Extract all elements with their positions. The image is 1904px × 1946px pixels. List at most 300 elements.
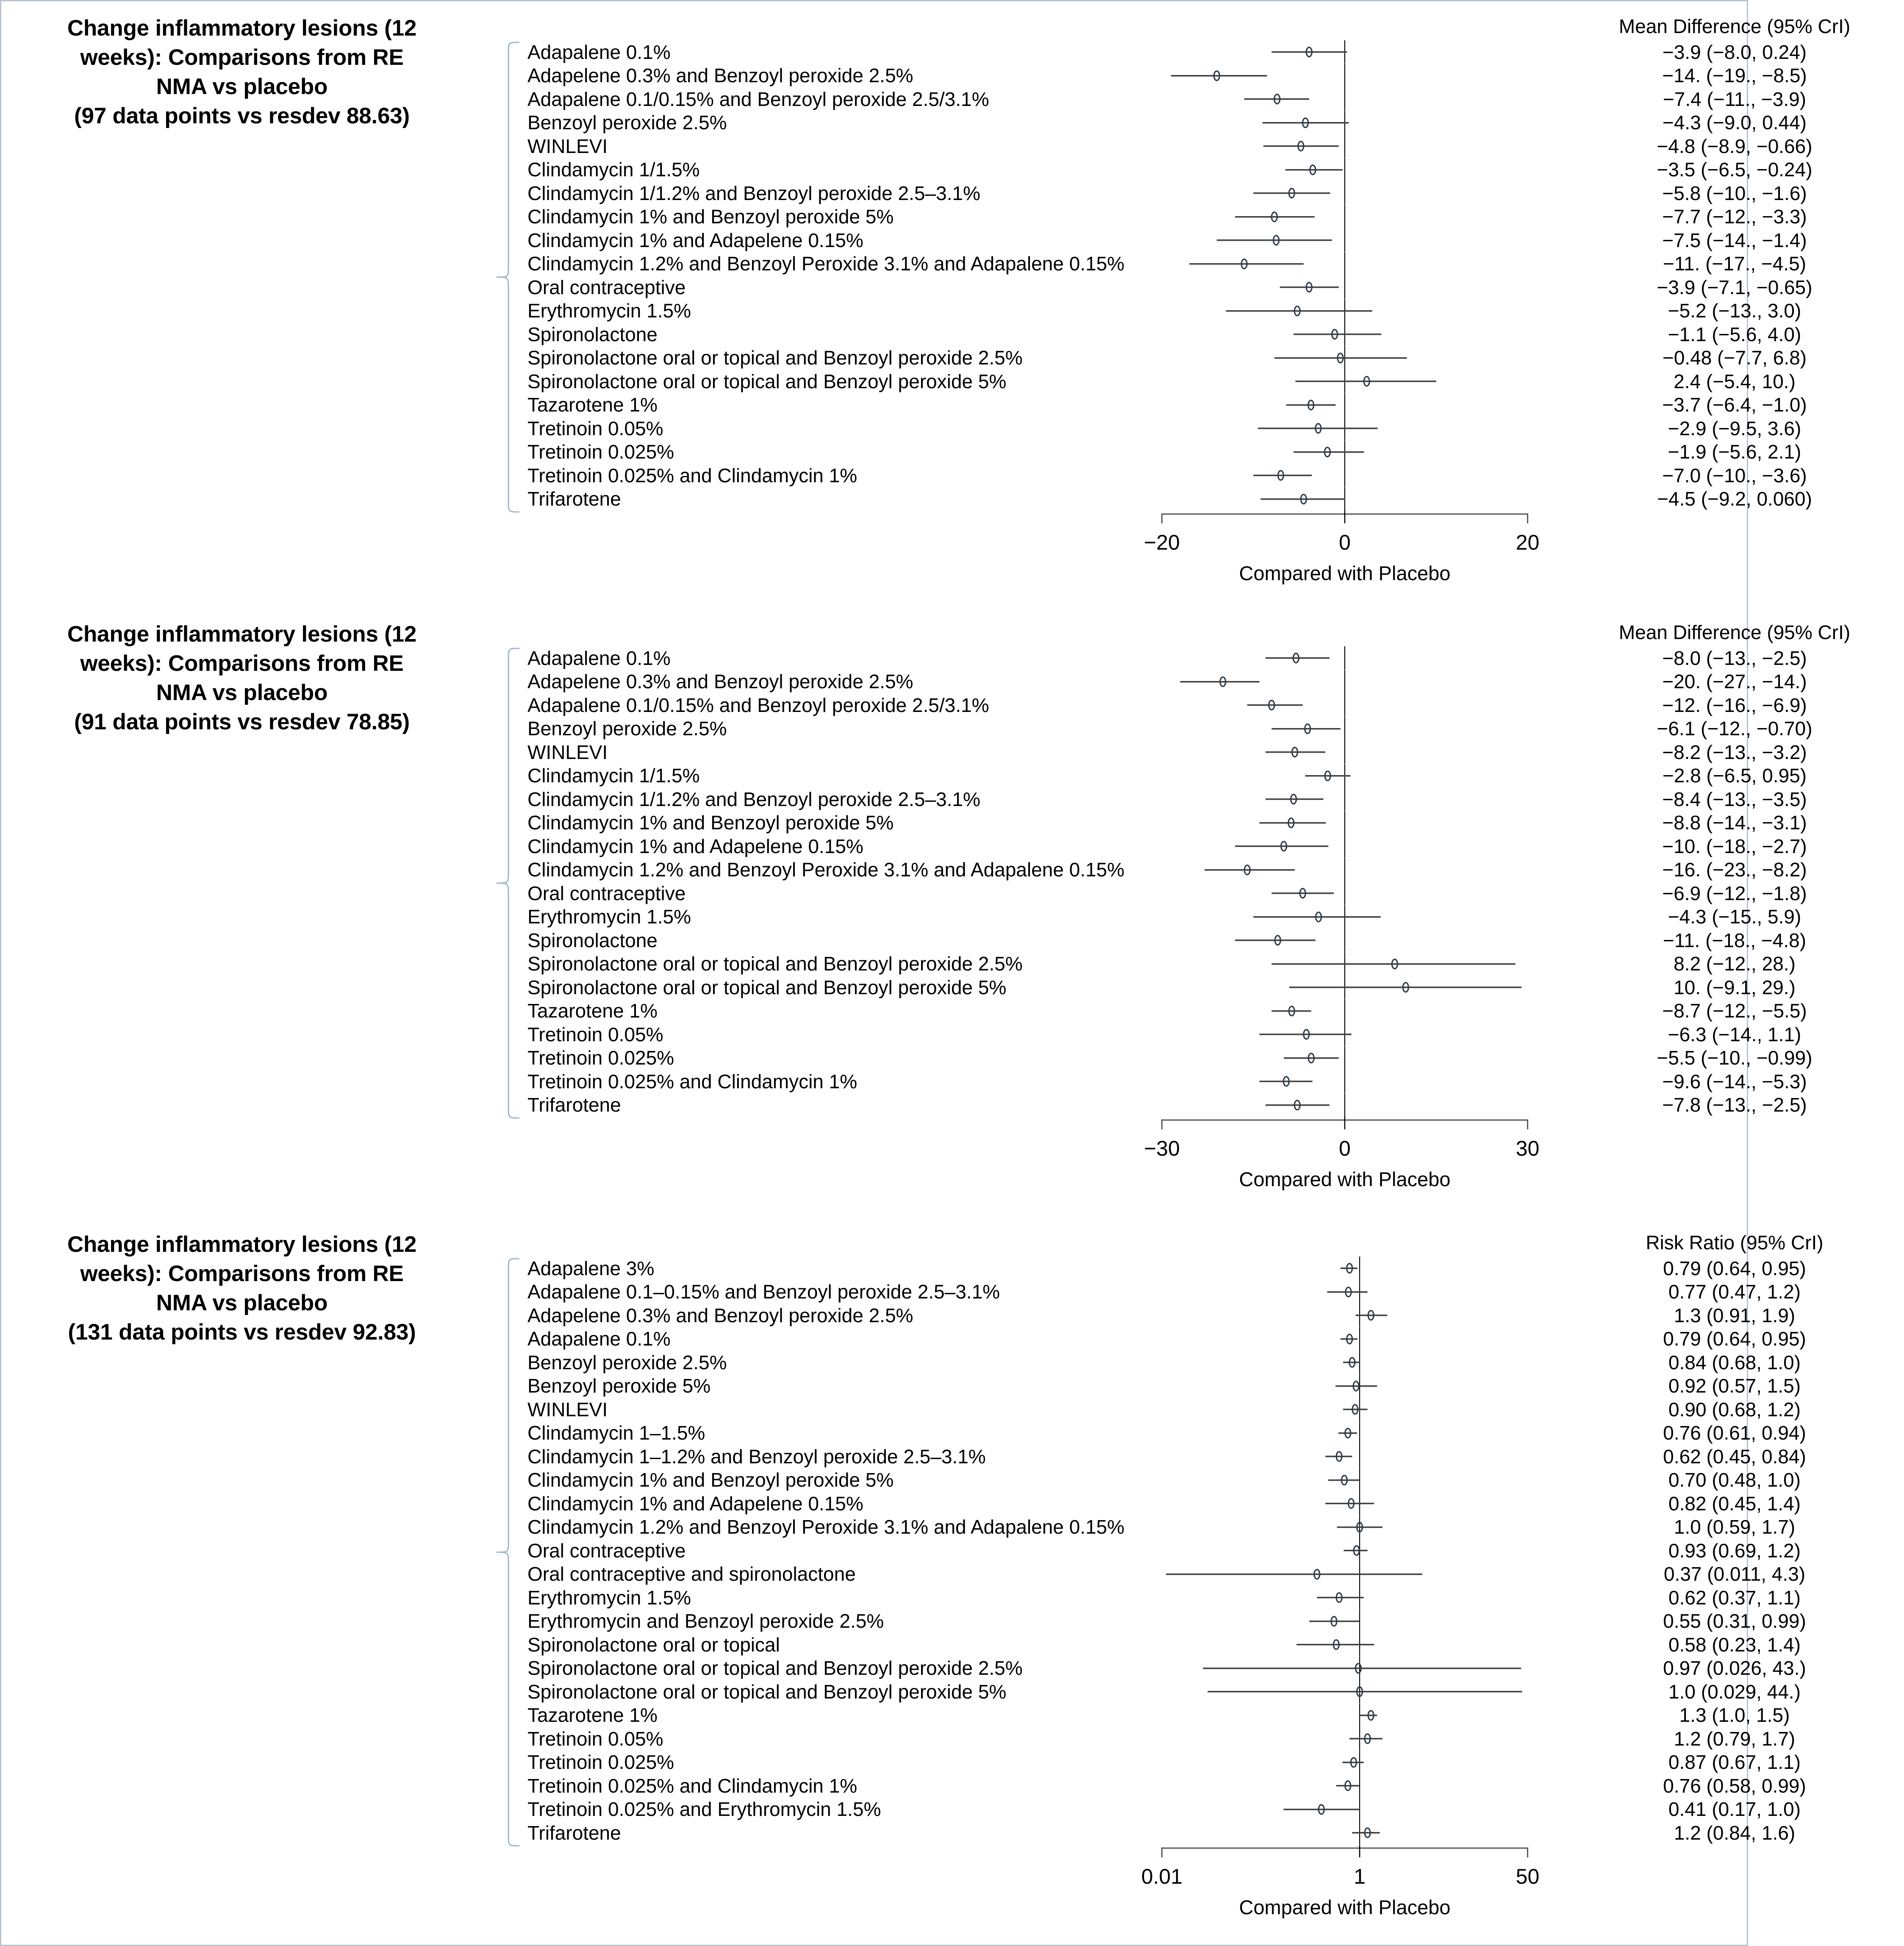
effect-value-label: 0.37 (0.011, 4.3): [1663, 1563, 1806, 1585]
panel-caption-line: Change inflammatory lesions (12: [67, 16, 417, 41]
forest-marker-group: [1124, 487, 1565, 511]
table-row: [522, 740, 1904, 764]
table-row: [522, 275, 1904, 299]
forest-marker-group: [1124, 417, 1565, 440]
treatment-label: Adapalene 0.1/0.15% and Benzoyl peroxide 2.5/3.1%: [527, 694, 989, 716]
axis-holder: [1124, 1117, 1565, 1189]
forest-row-plot: [1124, 111, 1565, 135]
forest-marker-group: [1124, 1398, 1565, 1421]
forest-marker-group: [1124, 1070, 1565, 1093]
forest-marker-group: [1124, 1586, 1565, 1610]
forest-marker-group: [1124, 111, 1565, 135]
table-row: [522, 881, 1904, 905]
forest-row-plot: [1124, 1633, 1565, 1657]
x-axis: [1124, 511, 1565, 562]
treatment-label: Spironolactone oral or topical and Benzoyl peroxide 2.5%: [527, 1657, 1023, 1679]
axis-line: [1162, 1848, 1527, 1857]
treatment-label: Clindamycin 1–1.2% and Benzoyl peroxide 2.5–3.1%: [527, 1445, 986, 1468]
table-row: [522, 1351, 1904, 1374]
effect-value-label: 0.76 (0.58, 0.99): [1663, 1774, 1806, 1797]
forest-marker-group: [1124, 1445, 1565, 1468]
forest-row-plot: [1124, 1492, 1565, 1515]
table-row: [522, 158, 1904, 182]
forest-row-plot: [1124, 1046, 1565, 1070]
forest-marker-group: [1124, 228, 1565, 252]
forest-marker-group: [1124, 787, 1565, 811]
forest-row-plot: [1124, 1468, 1565, 1492]
effect-value-label: −8.8 (−14., −3.1): [1662, 812, 1807, 834]
table-row: [522, 670, 1904, 694]
table-row: [522, 228, 1904, 252]
effect-value-label: −2.8 (−6.5, 0.95): [1662, 764, 1807, 787]
table-row: [522, 440, 1904, 464]
effect-value-label: 0.79 (0.64, 0.95): [1663, 1328, 1806, 1350]
table-row: [522, 1586, 1904, 1610]
axis-spacer: [522, 1117, 1124, 1189]
axis-tick-label: 1: [1354, 1864, 1366, 1888]
effect-value-label: −4.8 (−8.9, −0.66): [1657, 135, 1812, 157]
forest-marker-group: [1124, 1351, 1565, 1374]
table-row: [522, 1374, 1904, 1398]
forest-row-plot: [1124, 1610, 1565, 1633]
axis-tick-label: 50: [1515, 1864, 1540, 1888]
effect-value-label: −6.9 (−12., −1.8): [1662, 882, 1807, 904]
forest-row-plot: [1124, 1562, 1565, 1586]
treatment-label: Spironolactone oral or topical and Benzoyl peroxide 5%: [527, 1680, 1007, 1703]
forest-row-plot: [1124, 905, 1565, 929]
forest-marker-group: [1124, 87, 1565, 111]
treatment-label: Benzoyl peroxide 5%: [527, 1375, 711, 1397]
panel-caption: [67, 1230, 416, 1347]
forest-row-plot: [1124, 275, 1565, 299]
forest-row-plot: [1124, 1704, 1565, 1727]
forest-row-plot: [1124, 1327, 1565, 1351]
table-row: [522, 1774, 1904, 1798]
forest-row-plot: [1124, 999, 1565, 1023]
effect-value-label: −11. (−17., −4.5): [1663, 253, 1807, 275]
treatment-label: Spironolactone: [527, 929, 658, 951]
treatment-label: Clindamycin 1% and Adapelene 0.15%: [527, 229, 863, 251]
treatment-label: Oral contraceptive and spironolactone: [527, 1563, 856, 1585]
effect-value-label: 1.3 (1.0, 1.5): [1679, 1704, 1790, 1726]
effect-value-label: 2.4 (−5.4, 10.): [1674, 370, 1796, 392]
treatment-label: Clindamycin 1% and Adapelene 0.15%: [527, 1492, 863, 1515]
effect-value-label: 0.55 (0.31, 0.99): [1663, 1610, 1806, 1632]
forest-marker-group: [1124, 464, 1565, 487]
panel-caption-line: weeks): Comparisons from RE: [80, 1261, 404, 1286]
axis-tick-label: 0.01: [1141, 1864, 1183, 1888]
panel-body: [522, 620, 1904, 1189]
forest-marker-group: [1124, 134, 1565, 158]
forest-row-plot: [1124, 181, 1565, 205]
table-row: [522, 1562, 1904, 1586]
forest-marker-group: [1124, 1093, 1565, 1117]
effect-value-label: 1.0 (0.59, 1.7): [1674, 1516, 1796, 1538]
forest-marker-group: [1124, 1727, 1565, 1751]
table-row: [522, 393, 1904, 417]
forest-row-plot: [1124, 1257, 1565, 1280]
axis-tail-spacer: [1565, 511, 1904, 583]
forest-marker-group: [1124, 1751, 1565, 1774]
treatment-label: Clindamycin 1/1.2% and Benzoyl peroxide 2.5–3.1%: [527, 182, 980, 204]
panel-caption-container: [1, 620, 493, 737]
forest-row-plot: [1124, 1093, 1565, 1117]
forest-marker-group: [1124, 834, 1565, 858]
forest-marker-group: [1124, 881, 1565, 905]
table-row: [522, 464, 1904, 487]
effect-value-label: 0.62 (0.45, 0.84): [1663, 1445, 1806, 1468]
forest-marker-group: [1124, 929, 1565, 952]
effect-value-label: 0.76 (0.61, 0.94): [1663, 1422, 1806, 1444]
panel-caption-line: (97 data points vs resdev 88.63): [74, 103, 410, 128]
panel-caption: [67, 14, 416, 131]
treatment-label: Spironolactone: [527, 323, 658, 345]
treatment-label: Erythromycin 1.5%: [527, 906, 691, 928]
forest-row-plot: [1124, 1070, 1565, 1093]
table-row: [522, 976, 1904, 999]
effect-value-label: −5.8 (−10., −1.6): [1662, 182, 1807, 204]
forest-marker-group: [1124, 693, 1565, 717]
forest-row-plot: [1124, 1657, 1565, 1680]
forest-row-plot: [1124, 1374, 1565, 1398]
forest-marker-group: [1124, 1774, 1565, 1798]
panel-caption-container: [1, 1230, 493, 1347]
treatment-label: Spironolactone oral or topical and Benzoyl peroxide 5%: [527, 976, 1007, 998]
table-row: [522, 346, 1904, 370]
forest-row-plot: [1124, 670, 1565, 694]
treatment-label: Oral contraceptive: [527, 882, 686, 904]
table-row: [522, 134, 1904, 158]
effect-value-label: −4.5 (−9.2, 0.060): [1657, 488, 1812, 510]
forest-marker-group: [1124, 393, 1565, 417]
panel-1: [1, 14, 1851, 607]
effect-value-label: 0.77 (0.47, 1.2): [1668, 1281, 1801, 1303]
forest-row-plot: [1124, 87, 1565, 111]
table-row: [522, 370, 1904, 393]
effect-value-label: −9.6 (−14., −5.3): [1662, 1070, 1807, 1093]
treatment-label: Tazarotene 1%: [527, 1000, 658, 1022]
forest-marker-group: [1124, 976, 1565, 999]
axis-caption: Compared with Placebo: [1239, 1896, 1451, 1918]
effect-value-label: −5.5 (−10., −0.99): [1657, 1047, 1812, 1069]
effect-value-label: −7.5 (−14., −1.4): [1662, 229, 1807, 251]
treatment-label: Clindamycin 1/1.2% and Benzoyl peroxide 2.5–3.1%: [527, 788, 980, 810]
treatment-label: Tretinoin 0.05%: [527, 417, 663, 439]
forest-marker-group: [1124, 1821, 1565, 1845]
table-row: [522, 646, 1904, 670]
table-row: [522, 1821, 1904, 1845]
table-row: [522, 1751, 1904, 1774]
value-column-header: Mean Difference (95% CrI): [1618, 15, 1851, 37]
forest-row-plot: [1124, 417, 1565, 440]
table-row: [522, 811, 1904, 835]
forest-marker-group: [1124, 1468, 1565, 1492]
forest-marker-group: [1124, 1515, 1565, 1539]
forest-row-plot: [1124, 440, 1565, 464]
forest-row-plot: [1124, 1586, 1565, 1610]
forest-row-plot: [1124, 693, 1565, 717]
panel-caption-container: [1, 14, 493, 131]
effect-value-label: −8.0 (−13., −2.5): [1662, 647, 1807, 669]
effect-value-label: −4.3 (−15., 5.9): [1668, 906, 1801, 928]
forest-marker-group: [1124, 811, 1565, 835]
forest-marker-group: [1124, 322, 1565, 346]
panel-brace-container: [493, 620, 522, 1118]
table-row: [522, 999, 1904, 1023]
forest-row-plot: [1124, 1515, 1565, 1539]
forest-marker-group: [1124, 275, 1565, 299]
forest-row-plot: [1124, 811, 1565, 835]
effect-value-label: −11. (−18., −4.8): [1663, 929, 1807, 951]
forest-marker-group: [1124, 858, 1565, 882]
treatment-label: WINLEVI: [527, 135, 608, 157]
x-axis: [1124, 1117, 1565, 1168]
treatment-label: Adapalene 3%: [527, 1257, 655, 1279]
table-row: [522, 693, 1904, 717]
forest-marker-group: [1124, 1023, 1565, 1046]
treatment-label: Clindamycin 1.2% and Benzoyl Peroxide 3.1% and Adapalene 0.15%: [527, 859, 1125, 881]
effect-value-label: 0.90 (0.68, 1.2): [1668, 1398, 1801, 1421]
forest-marker-group: [1124, 1539, 1565, 1562]
panel-body: [522, 14, 1904, 583]
panel-3: [1, 1230, 1824, 1934]
treatment-label: Tretinoin 0.05%: [527, 1727, 663, 1750]
treatment-label: Clindamycin 1.2% and Benzoyl Peroxide 3.1% and Adapalene 0.15%: [527, 1516, 1125, 1538]
forest-marker-group: [1124, 370, 1565, 393]
effect-value-label: −8.4 (−13., −3.5): [1662, 788, 1807, 810]
forest-row-plot: [1124, 764, 1565, 788]
treatment-label: Clindamycin 1% and Adapelene 0.15%: [527, 835, 863, 857]
table-row: [522, 322, 1904, 346]
effect-value-label: −4.3 (−9.0, 0.44): [1662, 111, 1807, 134]
forest-marker-group: [1124, 40, 1565, 64]
treatment-label: Clindamycin 1% and Benzoyl peroxide 5%: [527, 206, 894, 228]
forest-row-plot: [1124, 1304, 1565, 1327]
treatment-label: Tretinoin 0.025% and Clindamycin 1%: [527, 1070, 858, 1093]
forest-marker-group: [1124, 181, 1565, 205]
treatment-label: Clindamycin 1/1.5%: [527, 158, 700, 181]
table-row: [522, 834, 1904, 858]
treatment-label: Clindamycin 1% and Benzoyl peroxide 5%: [527, 812, 894, 834]
forest-marker-group: [1124, 1304, 1565, 1327]
forest-marker-group: [1124, 252, 1565, 276]
table-row: [522, 1492, 1904, 1515]
table-row: [522, 952, 1904, 976]
table-row: [522, 1539, 1904, 1562]
treatment-label: Adapelene 0.3% and Benzoyl peroxide 2.5%: [527, 64, 913, 87]
table-row: [522, 87, 1904, 111]
forest-marker-group: [1124, 740, 1565, 764]
forest-marker-group: [1124, 1046, 1565, 1070]
panel-2: [1, 620, 1851, 1218]
forest-row-plot: [1124, 787, 1565, 811]
forest-row-plot: [1124, 464, 1565, 487]
table-row: [522, 64, 1904, 88]
table-row: [522, 205, 1904, 229]
effect-value-label: −8.2 (−13., −3.2): [1662, 741, 1807, 763]
treatment-label: Adapelene 0.3% and Benzoyl peroxide 2.5%: [527, 1304, 913, 1326]
forest-row-plot: [1124, 1398, 1565, 1421]
table-row: [522, 181, 1904, 205]
table-row: [522, 487, 1904, 511]
forest-marker-group: [1124, 1280, 1565, 1304]
forest-marker-group: [1124, 670, 1565, 694]
axis-holder: [1124, 511, 1565, 583]
effect-value-label: 0.58 (0.23, 1.4): [1668, 1633, 1801, 1656]
forest-marker-group: [1124, 1492, 1565, 1515]
forest-row-plot: [1124, 976, 1565, 999]
forest-row-plot: [1124, 40, 1565, 64]
forest-row-plot: [1124, 252, 1565, 276]
forest-row-plot: [1124, 646, 1565, 670]
axis-tick-label: 0: [1339, 531, 1351, 554]
forest-row-plot: [1124, 322, 1565, 346]
effect-value-label: 0.84 (0.68, 1.0): [1668, 1351, 1801, 1373]
effect-value-label: −3.7 (−6.4, −1.0): [1662, 394, 1807, 416]
axis-row: [522, 511, 1904, 583]
table-row: [522, 905, 1904, 929]
forest-row-plot: [1124, 1727, 1565, 1751]
table-row: [522, 1657, 1904, 1680]
panel-brace-container: [493, 14, 522, 512]
effect-value-label: −1.1 (−5.6, 4.0): [1668, 323, 1801, 345]
effect-value-label: 1.2 (0.79, 1.7): [1674, 1727, 1796, 1750]
effect-value-label: 0.79 (0.64, 0.95): [1663, 1257, 1806, 1279]
treatment-label: Adapalene 0.1%: [527, 41, 671, 63]
forest-row-plot: [1124, 299, 1565, 323]
effect-value-label: −12. (−16., −6.9): [1662, 694, 1807, 716]
effect-value-label: −0.48 (−7.7, 6.8): [1662, 347, 1807, 369]
panel-caption-line: (91 data points vs resdev 78.85): [74, 709, 410, 734]
table-row: [522, 299, 1904, 323]
treatment-label: Tretinoin 0.025% and Erythromycin 1.5%: [527, 1798, 881, 1821]
forest-row-plot: [1124, 1774, 1565, 1798]
effect-value-label: 0.70 (0.48, 1.0): [1668, 1469, 1801, 1491]
treatment-label: Oral contraceptive: [527, 276, 686, 298]
table-row: [522, 1421, 1904, 1445]
treatment-label: Erythromycin 1.5%: [527, 300, 691, 322]
treatment-label: Trifarotene: [527, 1094, 621, 1116]
effect-value-label: 0.93 (0.69, 1.2): [1668, 1539, 1801, 1562]
forest-marker-group: [1124, 1633, 1565, 1657]
treatment-label: Trifarotene: [527, 1821, 621, 1844]
forest-marker-group: [1124, 999, 1565, 1023]
treatment-label: Spironolactone oral or topical: [527, 1633, 780, 1656]
table-row: [522, 1398, 1904, 1421]
table-row: [522, 1680, 1904, 1704]
effect-value-label: −20. (−27., −14.): [1662, 670, 1807, 693]
axis-tick-label: 20: [1515, 531, 1540, 554]
panel-caption-line: NMA vs placebo: [156, 1290, 328, 1315]
table-row: [522, 1468, 1904, 1492]
table-row: [522, 1046, 1904, 1070]
panel-caption-line: Change inflammatory lesions (12: [67, 622, 417, 647]
table-row: [522, 858, 1904, 882]
table-row: [522, 1633, 1904, 1657]
axis-spacer: [522, 511, 1124, 583]
effect-value-label: 1.3 (0.91, 1.9): [1674, 1304, 1796, 1326]
forest-row-plot: [1124, 929, 1565, 952]
effect-value-label: 0.82 (0.45, 1.4): [1668, 1492, 1801, 1515]
effect-value-label: −7.8 (−13., −2.5): [1662, 1094, 1807, 1116]
effect-value-label: −14. (−19., −8.5): [1662, 64, 1807, 87]
treatment-label: Benzoyl peroxide 2.5%: [527, 717, 727, 740]
effect-value-label: 1.0 (0.029, 44.): [1668, 1680, 1801, 1703]
curly-brace-icon: [496, 42, 519, 512]
forest-row-plot: [1124, 1023, 1565, 1046]
treatment-label: Trifarotene: [527, 488, 621, 510]
table-row: [522, 1327, 1904, 1351]
forest-marker-group: [1124, 1657, 1565, 1680]
forest-marker-group: [1124, 299, 1565, 323]
effect-value-label: 0.92 (0.57, 1.5): [1668, 1375, 1801, 1397]
axis-tick-label: −30: [1144, 1137, 1180, 1160]
effect-value-label: −6.1 (−12., −0.70): [1657, 717, 1812, 740]
table-row: [522, 417, 1904, 440]
forest-marker-group: [1124, 646, 1565, 670]
table-row: [522, 1798, 1904, 1821]
table-row: [522, 787, 1904, 811]
forest-row-plot: [1124, 158, 1565, 182]
treatment-label: Benzoyl peroxide 2.5%: [527, 111, 727, 134]
forest-row-plot: [1124, 1421, 1565, 1445]
treatment-label: Tretinoin 0.025% and Clindamycin 1%: [527, 1774, 858, 1797]
table-row: [522, 111, 1904, 135]
forest-row-plot: [1124, 1751, 1565, 1774]
forest-row-plot: [1124, 205, 1565, 229]
table-row: [522, 40, 1904, 64]
forest-row-plot: [1124, 346, 1565, 370]
forest-row-plot: [1124, 1798, 1565, 1821]
effect-value-label: 8.2 (−12., 28.): [1674, 953, 1796, 975]
treatment-label: Clindamycin 1–1.5%: [527, 1422, 705, 1444]
forest-marker-group: [1124, 952, 1565, 976]
effect-value-label: 0.97 (0.026, 43.): [1663, 1657, 1806, 1679]
forest-marker-group: [1124, 64, 1565, 88]
treatment-label: Adapalene 0.1/0.15% and Benzoyl peroxide 2.5/3.1%: [527, 88, 989, 110]
forest-marker-group: [1124, 1798, 1565, 1821]
treatment-label: Clindamycin 1.2% and Benzoyl Peroxide 3.1% and Adapalene 0.15%: [527, 253, 1125, 275]
treatment-label: Tazarotene 1%: [527, 394, 658, 416]
forest-row-plot: [1124, 881, 1565, 905]
forest-row-plot: [1124, 134, 1565, 158]
table-row: [522, 1704, 1904, 1727]
table-row: [522, 252, 1904, 276]
axis-holder: [1124, 1845, 1565, 1917]
treatment-label: Tretinoin 0.025%: [527, 1047, 674, 1069]
axis-row: [522, 1117, 1904, 1189]
forest-row-plot: [1124, 858, 1565, 882]
forest-row-plot: [1124, 1539, 1565, 1562]
value-header-row: [522, 620, 1904, 646]
axis-spacer: [522, 1845, 1124, 1917]
axis-caption: Compared with Placebo: [1239, 562, 1451, 584]
forest-row-plot: [1124, 1821, 1565, 1845]
forest-row-plot: [1124, 740, 1565, 764]
table-row: [522, 1515, 1904, 1539]
forest-marker-group: [1124, 1257, 1565, 1280]
table-row: [522, 764, 1904, 788]
treatment-label: Tretinoin 0.025%: [527, 441, 674, 463]
forest-marker-group: [1124, 440, 1565, 464]
forest-marker-group: [1124, 905, 1565, 929]
effect-value-label: 10. (−9.1, 29.): [1674, 976, 1796, 998]
treatment-label: Erythromycin 1.5%: [527, 1586, 691, 1609]
forest-row-plot: [1124, 393, 1565, 417]
table-row: [522, 1023, 1904, 1046]
axis-tick-label: 30: [1515, 1137, 1540, 1160]
treatment-label: Spironolactone oral or topical and Benzoyl peroxide 5%: [527, 370, 1007, 392]
